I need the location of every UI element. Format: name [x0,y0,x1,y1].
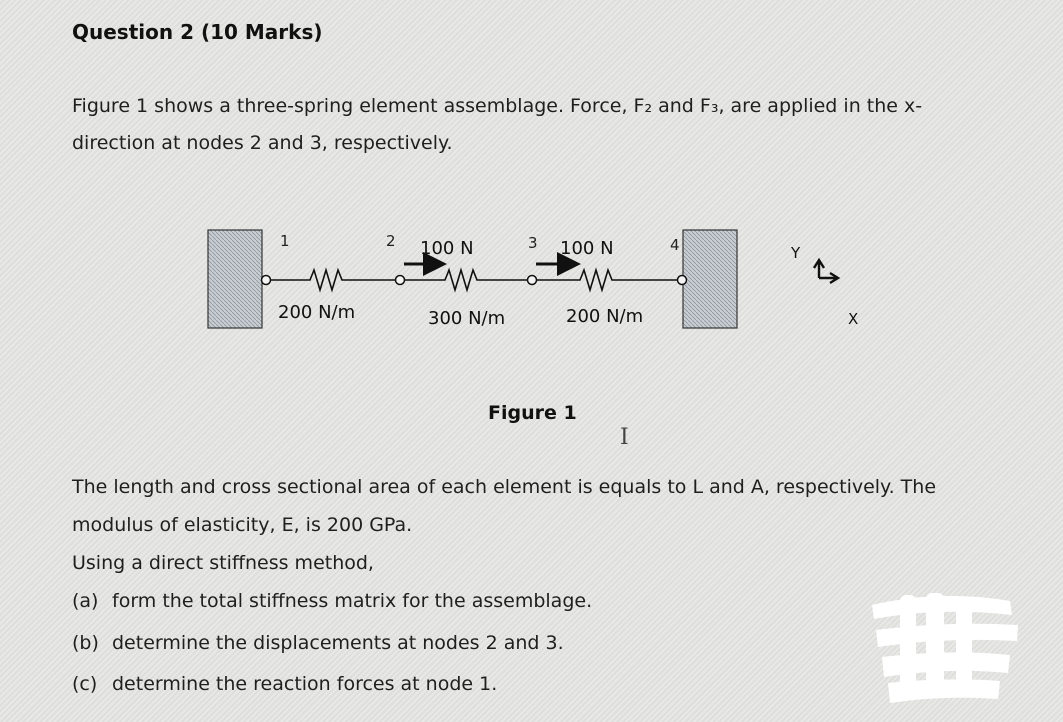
node-2-circle [396,276,405,285]
properties-paragraph [72,468,1017,544]
figure-caption: Figure 1 [488,402,577,424]
node-label-3: 3 [528,234,538,252]
method-text: Using a direct stiffness method, [72,552,374,574]
axis-icon [814,260,838,283]
stiffness-label-1: 200 N/m [278,302,356,323]
right-wall [683,230,737,328]
task-label-b: (b) [72,632,99,654]
node-1-circle [262,276,271,285]
task-label-a: (a) [72,590,99,612]
task-item-b [72,632,564,654]
stiffness-label-2: 300 N/m [428,308,506,329]
axis-label-x: X [848,310,859,328]
text-cursor-icon: I [620,425,629,450]
node-label-4: 4 [670,236,680,254]
node-4-circle [678,276,687,285]
force-label-node-3: 100 N [560,238,614,259]
task-text-b: determine the displacements at nodes 2 and 3. [112,632,564,654]
left-wall [208,230,262,328]
stiffness-label-3: 200 N/m [566,306,644,327]
spring-elements [270,270,678,290]
node-label-1: 1 [280,232,290,250]
intro-paragraph [72,88,1002,162]
intro-line-2: direction at nodes 2 and 3, respectively. [72,132,453,154]
task-label-c: (c) [72,673,98,695]
node-label-2: 2 [386,232,396,250]
axis-label-y: Y [791,244,801,262]
force-label-node-2: 100 N [420,238,474,259]
task-text-a: form the total stiffness matrix for the assemblage. [112,590,593,612]
properties-line-1: The length and cross sectional area of each element is equals to L and A, respectively. The [72,476,937,498]
redaction-scribble [860,585,1030,710]
properties-line-2: modulus of elasticity, E, is 200 GPa. [72,514,413,536]
task-item-a [72,590,592,612]
intro-line-1: Figure 1 shows a three-spring element assemblage. Force, F₂ and F₃, are applied in the x- [72,95,923,117]
question-heading: Question 2 (10 Marks) [72,20,323,44]
spring-1 [270,270,396,290]
node-3-circle [528,276,537,285]
task-text-c: determine the reaction forces at node 1. [112,673,498,695]
spring-3 [536,270,678,290]
task-item-c [72,673,497,695]
spring-assemblage-figure [200,220,880,360]
spring-2 [404,270,528,290]
